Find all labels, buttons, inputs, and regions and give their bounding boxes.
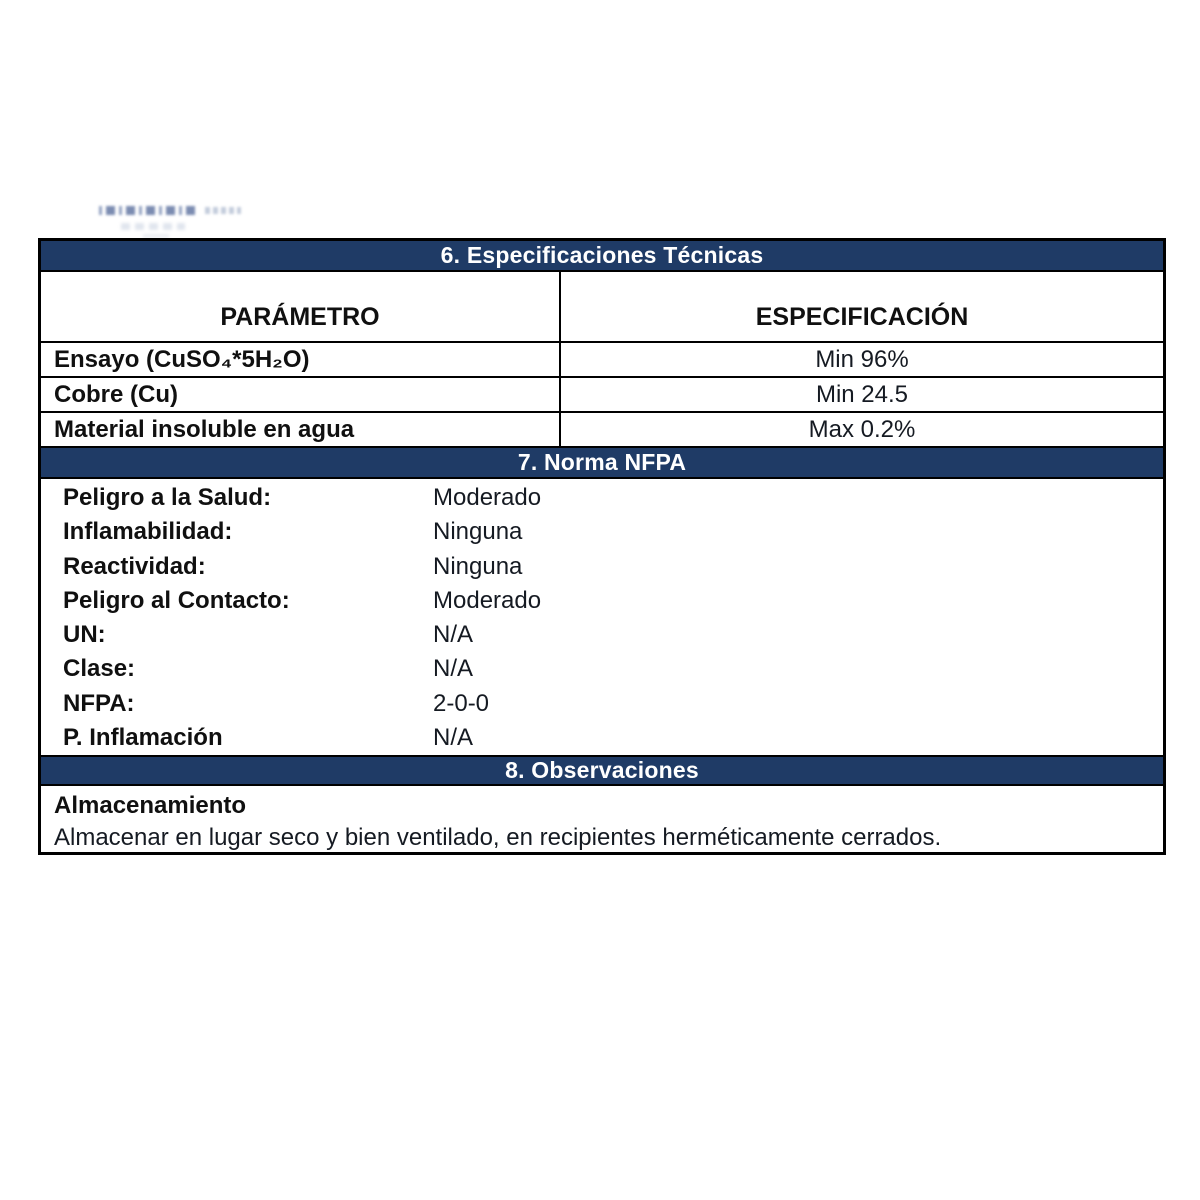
param-cell-ensayo: Ensayo (CuSO₄*5H₂O) bbox=[41, 343, 561, 376]
nfpa-list bbox=[41, 479, 1163, 755]
nfpa-value-nfpa-code: 2-0-0 bbox=[433, 689, 490, 717]
list-item bbox=[41, 584, 1163, 618]
column-header-parametro: PARÁMETRO bbox=[41, 272, 561, 341]
list-item bbox=[41, 652, 1163, 686]
spec-column-header-row bbox=[41, 272, 1163, 343]
spec-sheet-table bbox=[38, 238, 1166, 855]
nfpa-label-un: UN: bbox=[63, 621, 106, 649]
nfpa-value-reactividad: Ninguna bbox=[433, 552, 523, 580]
blurred-text-artifact bbox=[99, 203, 244, 237]
list-item bbox=[41, 550, 1163, 584]
nfpa-value-un: N/A bbox=[433, 621, 474, 649]
table-row bbox=[41, 343, 1163, 378]
list-item bbox=[41, 618, 1163, 652]
table-row bbox=[41, 378, 1163, 413]
observaciones-block bbox=[41, 786, 1163, 855]
section-header-especificaciones: 6. Especificaciones Técnicas bbox=[41, 238, 1163, 272]
param-cell-cobre: Cobre (Cu) bbox=[41, 378, 561, 411]
observaciones-heading: Almacenamiento bbox=[54, 792, 247, 819]
list-item bbox=[41, 687, 1163, 721]
column-header-especificacion: ESPECIFICACIÓN bbox=[755, 303, 969, 331]
table-row bbox=[41, 413, 1163, 448]
list-item bbox=[41, 721, 1163, 755]
nfpa-label-punto-inflamacion: P. Inflamación bbox=[63, 723, 223, 751]
section-header-norma-nfpa: 7. Norma NFPA bbox=[41, 448, 1163, 479]
spec-cell-cobre: Min 24.5 bbox=[815, 380, 909, 408]
nfpa-label-nfpa-code: NFPA: bbox=[63, 689, 135, 717]
section-header-observaciones: 8. Observaciones bbox=[41, 755, 1163, 786]
blurred-text-fragment bbox=[205, 207, 241, 214]
nfpa-value-punto-inflamacion: N/A bbox=[433, 723, 474, 751]
list-item bbox=[41, 481, 1163, 515]
spec-cell-material-insoluble: Max 0.2% bbox=[808, 415, 916, 443]
nfpa-label-reactividad: Reactividad: bbox=[63, 552, 206, 580]
observaciones-text: Almacenar en lugar seco y bien ventilado, en recipientes herméticamente cerrados. bbox=[54, 824, 942, 851]
list-item bbox=[41, 515, 1163, 549]
blurred-text-fragment bbox=[121, 223, 185, 230]
nfpa-value-peligro-salud: Moderado bbox=[433, 484, 542, 512]
spec-cell-ensayo: Min 96% bbox=[815, 345, 909, 373]
nfpa-value-peligro-contacto: Moderado bbox=[433, 586, 542, 614]
blurred-text-fragment bbox=[99, 206, 195, 215]
nfpa-value-inflamabilidad: Ninguna bbox=[433, 518, 523, 546]
nfpa-label-peligro-contacto: Peligro al Contacto: bbox=[63, 586, 290, 614]
nfpa-label-clase: Clase: bbox=[63, 655, 136, 683]
param-cell-material-insoluble: Material insoluble en agua bbox=[41, 413, 561, 446]
nfpa-label-peligro-salud: Peligro a la Salud: bbox=[63, 484, 272, 512]
nfpa-value-clase: N/A bbox=[433, 655, 474, 683]
nfpa-label-inflamabilidad: Inflamabilidad: bbox=[63, 518, 233, 546]
